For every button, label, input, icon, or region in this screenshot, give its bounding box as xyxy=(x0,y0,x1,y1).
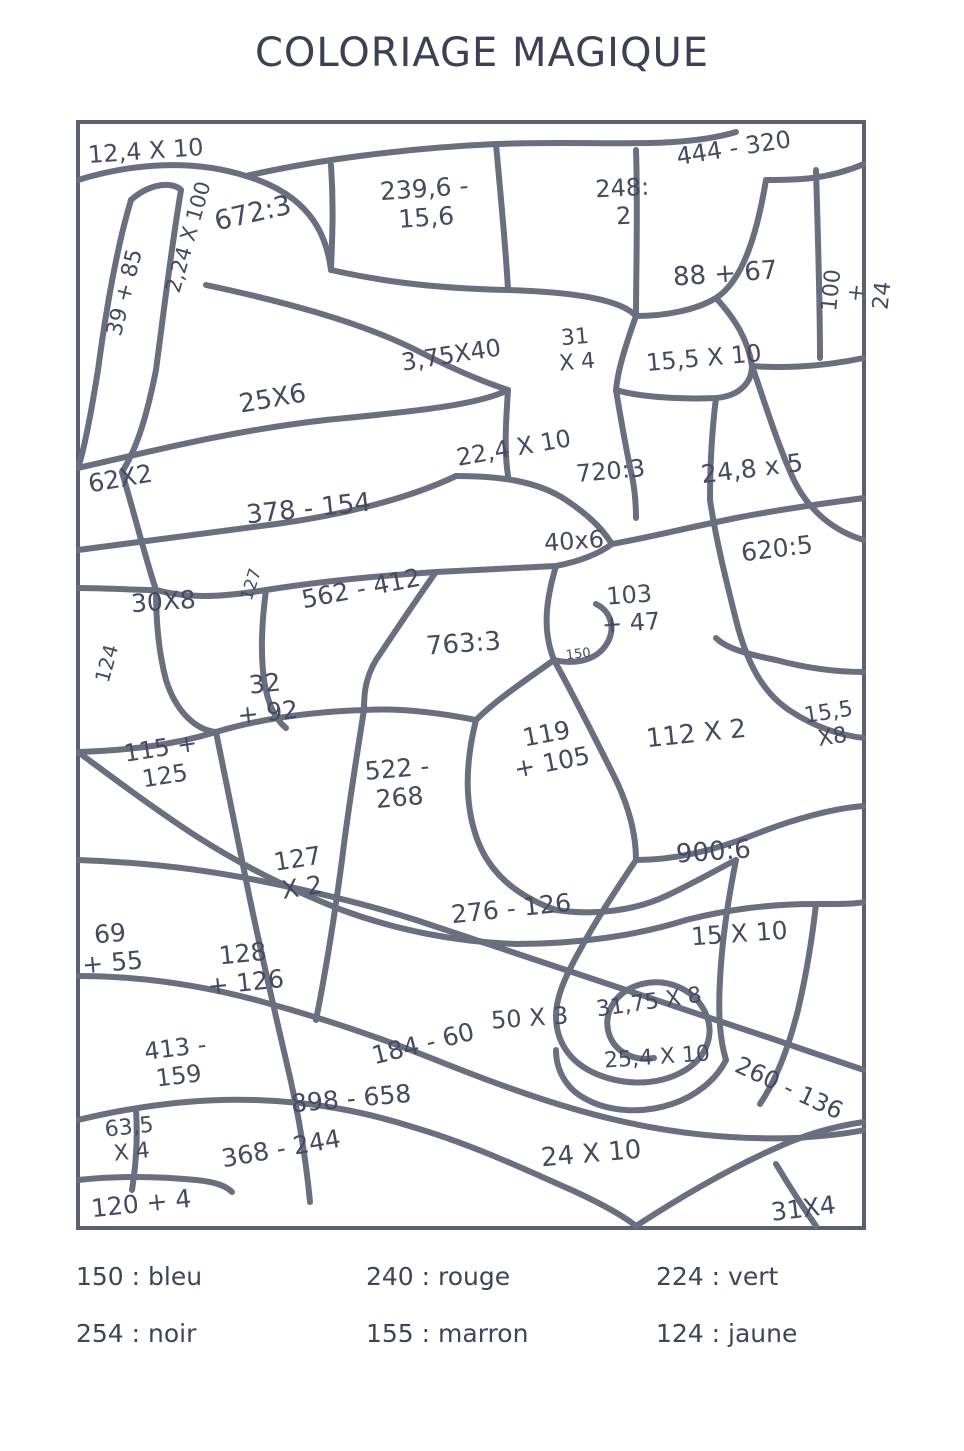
grid-cell-expression: 898 - 658 xyxy=(289,1078,413,1119)
grid-cell-expression: 150 xyxy=(565,645,592,664)
coloring-grid xyxy=(76,120,896,1230)
grid-cell-expression: 115 + 125 xyxy=(121,728,200,793)
grid-cell-expression: 12,4 X 10 xyxy=(87,133,205,170)
grid-cell-expression: 50 X 3 xyxy=(490,1001,570,1035)
legend-item-240: 240 : rouge xyxy=(366,1262,511,1291)
grid-cell-expression: 62X2 xyxy=(85,458,155,499)
grid-cell-expression: 88 + 67 xyxy=(672,255,779,293)
legend-item-224: 224 : vert xyxy=(656,1262,779,1291)
legend-row xyxy=(76,1319,876,1348)
grid-cell-expression: 720:3 xyxy=(574,454,647,488)
grid-cell-expression: 120 + 4 xyxy=(89,1183,193,1224)
legend-item-155: 155 : marron xyxy=(366,1319,529,1348)
grid-cell-expression: 276 - 126 xyxy=(449,887,573,930)
grid-cell-expression: 184 - 60 xyxy=(368,1016,478,1071)
grid-cell-expression: 112 X 2 xyxy=(644,713,748,755)
grid-cell-expression: 127 X 2 xyxy=(271,840,325,905)
grid-cell-expression: 378 - 154 xyxy=(244,487,373,531)
grid-cell-expression: 25,4 X 10 xyxy=(603,1041,711,1074)
grid-cell-expression: 32 + 92 xyxy=(236,667,300,730)
grid-cell-expression: 100 + 24 xyxy=(817,268,896,313)
grid-cell-expression: 31,75 X 8 xyxy=(594,982,704,1023)
color-legend xyxy=(76,1262,876,1376)
grid-cell-expression: 124 xyxy=(90,641,124,685)
grid-cell-expression: 15,5 X8 xyxy=(802,696,855,753)
grid-cell-expression: 39 + 85 xyxy=(102,246,148,339)
grid-cell-expression: 119 + 105 xyxy=(511,714,593,784)
grid-cell-expression: 128 + 126 xyxy=(206,936,286,1001)
grid-cell-expression: 31X4 xyxy=(769,1190,838,1227)
grid-cell-expression: 31 X 4 xyxy=(558,323,597,377)
grid-cell-expression: 248: 2 xyxy=(594,172,650,230)
grid-cell-expression: 22,4 X 10 xyxy=(454,424,574,472)
grid-cell-expression: 15,5 X 10 xyxy=(644,339,763,377)
grid-cell-expression: 620:5 xyxy=(739,529,815,568)
grid-cell-expression: 444 - 320 xyxy=(674,125,793,171)
legend-row xyxy=(76,1262,876,1291)
legend-item-124: 124 : jaune xyxy=(656,1319,798,1348)
grid-cell-expression: 40x6 xyxy=(543,524,605,558)
grid-cell-expression: 3,75X40 xyxy=(399,333,503,377)
grid-cell-expression: 24 X 10 xyxy=(539,1134,643,1174)
grid-cell-expression: 900:6 xyxy=(674,834,752,870)
page-title: COLORIAGE MAGIQUE xyxy=(255,30,709,76)
grid-cell-expression: 522 - 268 xyxy=(363,751,431,814)
grid-cell-expression: 368 - 244 xyxy=(219,1123,343,1174)
grid-cell-expression: 562 - 412 xyxy=(299,562,423,615)
grid-cell-expression: 25X6 xyxy=(236,378,309,420)
grid-cell-expression: 763:3 xyxy=(424,626,502,662)
grid-cell-expression: 260 - 136 xyxy=(730,1050,848,1126)
legend-item-150: 150 : bleu xyxy=(76,1262,203,1291)
legend-item-254: 254 : noir xyxy=(76,1319,197,1348)
grid-cell-expression: 413 - 159 xyxy=(142,1030,208,1093)
grid-cell-expression: 239,6 - 15,6 xyxy=(379,170,470,234)
grid-cell-expression: 672:3 xyxy=(211,189,295,238)
grid-cell-expression: 127 xyxy=(236,566,267,604)
grid-cell-expression: 30X8 xyxy=(130,584,197,619)
grid-cell-expression: 24,8 x 5 xyxy=(699,447,805,490)
grid-cell-expression: 69 + 55 xyxy=(81,917,145,980)
grid-cell-expression: 2,24 X 100 xyxy=(160,178,216,296)
grid-cell-expression: 15 X 10 xyxy=(690,915,789,952)
grid-cell-expression: 63,5 X 4 xyxy=(103,1112,155,1168)
grid-cell-expression: 103 + 47 xyxy=(601,579,662,639)
